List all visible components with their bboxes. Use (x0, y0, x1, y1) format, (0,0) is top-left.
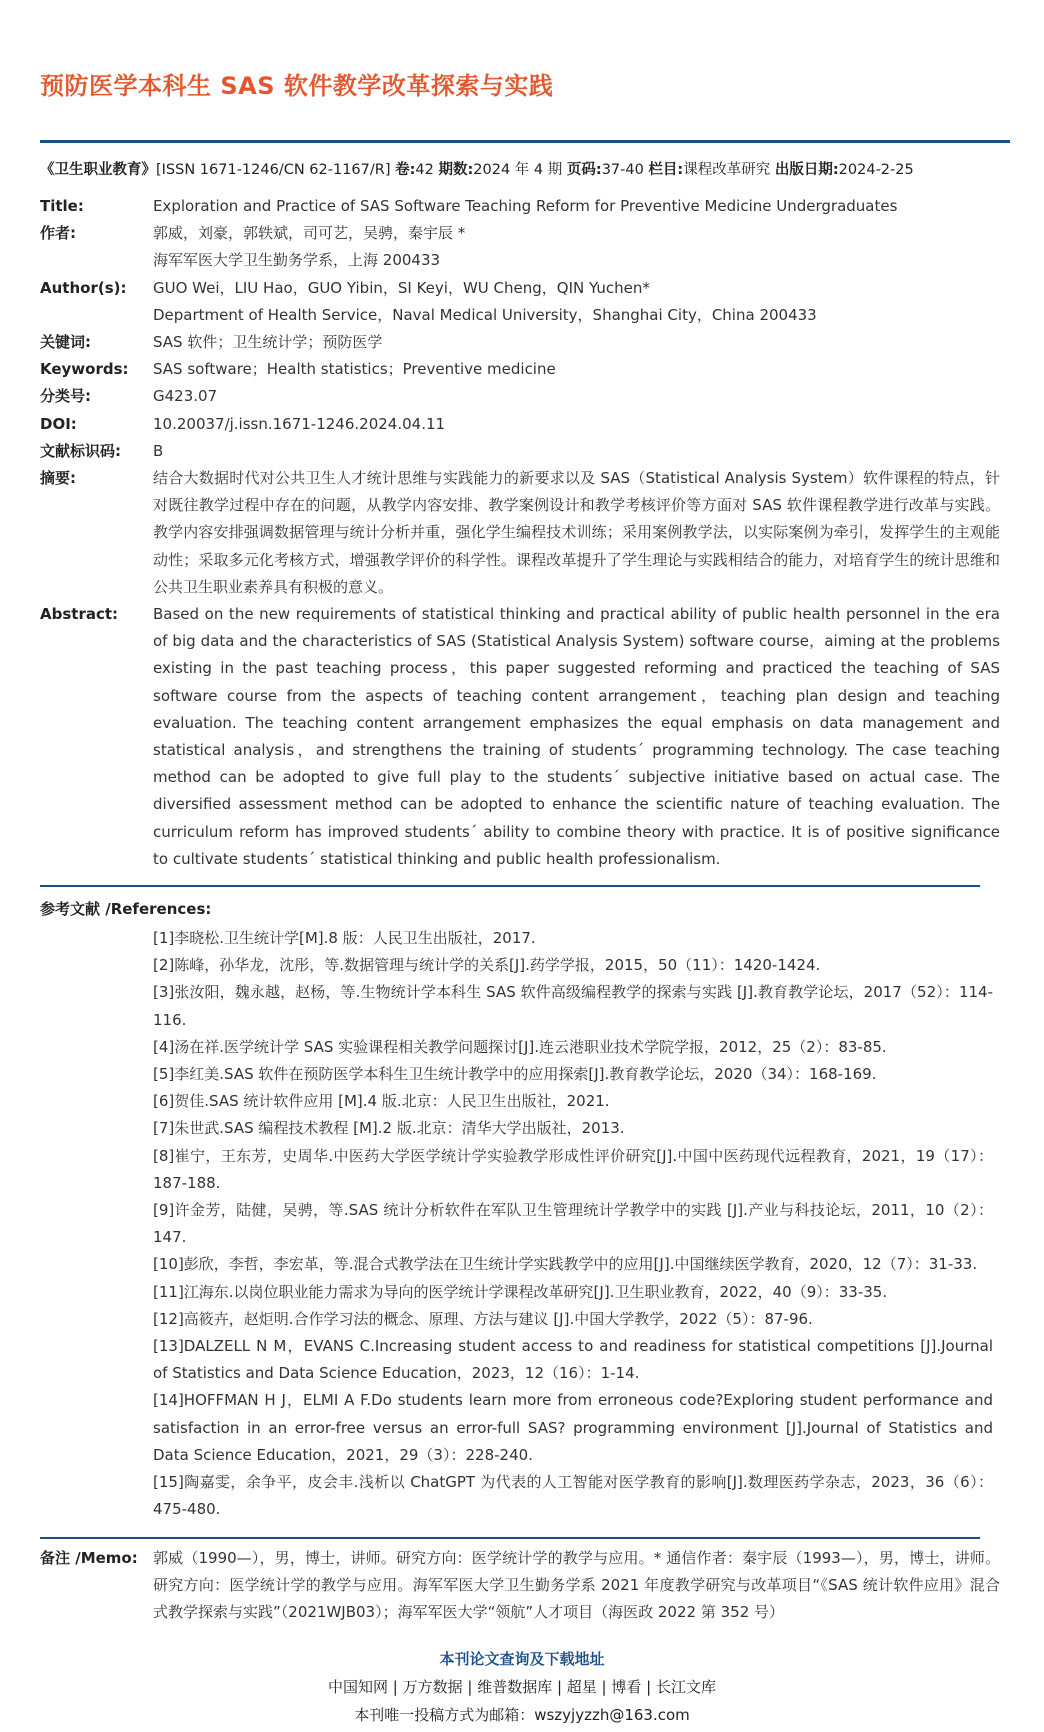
authors-cn-label: 作者: (40, 224, 76, 243)
memo-divider (40, 1537, 980, 1539)
meta-row-keywords-en (40, 356, 1000, 383)
issue: 2024 年 4 期 (473, 162, 563, 178)
meta-row-authors-cn (40, 220, 1000, 274)
footer-email: 本刊唯一投稿方式为邮箱：wszyjyzzh@163.com (354, 1706, 690, 1724)
abstract-cn: 结合大数据时代对公共卫生人才统计思维与实践能力的新要求以及 SAS（Statistical Analysis System）软件课程的特点，针对既往教学过程中存在的问题，从教学内容安排、教学案例设计和教学考核评价等方面对 SAS 软件课程教学进行改革与实践。教学内容安排强调数据管理与统计分析并重，强化学生编程技术训练；采用案例教学法，以实际案例为牵引，发挥学生的主观能动性；采取多元化考核方式，增强教学评价的科学性。课程改革提升了学生理论与实践相结合的能力，对培育学生的统计思维和公共卫生职业素养具有积极的意义。 (153, 469, 1000, 596)
meta-row-abstract-cn (40, 465, 1000, 601)
reference-item: [10]彭欣，李哲，李宏革，等.混合式教学法在卫生统计学实践教学中的应用[J].中国继续医学教育，2020，12（7）：31-33. (153, 1255, 978, 1274)
reference-item: [4]汤在祥.医学统计学 SAS 实验课程相关教学问题探讨[J].连云港职业技术学院学报，2012，25（2）：83-85. (153, 1037, 887, 1056)
references-divider (40, 885, 980, 887)
meta-row-title (40, 193, 1000, 220)
reference-list (153, 925, 993, 1523)
class-number: G423.07 (153, 387, 218, 406)
column: 课程改革研究 (683, 162, 771, 178)
references-heading: 参考文献 /References: (40, 900, 212, 918)
article-title: 预防医学本科生 SAS 软件教学改革探索与实践 (40, 72, 554, 100)
publication-info (40, 158, 914, 179)
meta-row-abstract-en (40, 601, 1000, 873)
authors-cn: 郭威，刘豪，郭轶斌，司可艺，吴骋，秦宇辰 * (153, 224, 466, 243)
authors-en-label: Author(s): (40, 278, 127, 297)
reference-item: [8]崔宁，王东芳，史周华.中医药大学医学统计学实验教学形成性评价研究[J].中国中医药现代远程教育，2021，19（17）：187-188. (153, 1146, 993, 1192)
keywords-cn-label: 关键词: (40, 333, 91, 352)
reference-item: [14]HOFFMAN H J，ELMI A F.Do students learn more from erroneous code?Exploring student performance and satisfaction in an error-free versus an error-full SAS? programming environment [J].Journal of Statistics and Data Science Education，2021，29（3）：228-240. (153, 1391, 993, 1464)
volume-label: 卷: (395, 162, 416, 178)
column-label: 栏目: (648, 162, 684, 178)
class-label: 分类号: (40, 387, 91, 406)
title-en: Exploration and Practice of SAS Software Teaching Reform for Preventive Medicine Undergraduates (153, 197, 898, 215)
footer-heading: 本刊论文查询及下载地址 (439, 1650, 605, 1668)
memo-block (40, 1545, 1000, 1627)
memo-text: 郭威（1990—），男，博士，讲师。研究方向：医学统计学的教学与应用。* 通信作者：秦宇辰（1993—），男，博士，讲师。研究方向：医学统计学的教学与应用。海军军医大学卫生勤务学系 2021 年度教学研究与改革项目“《SAS 统计软件应用》混合式教学探索与实践”（2021WJB03）；海军军医大学“领航”人才项目（海医政 2022 第 352 号） (153, 1549, 1000, 1622)
reference-item: [13]DALZELL N M，EVANS C.Increasing student access to and readiness for statistical competitions [J].Journal of Statistics and Data Science Education，2023，12（16）：1-14. (153, 1337, 993, 1383)
memo-label: 备注 /Memo: (40, 1549, 138, 1567)
pages: 37-40 (601, 162, 644, 178)
reference-item: [12]高筱卉，赵炬明.合作学习法的概念、原理、方法与建议 [J].中国大学教学，2022（5）：87-96. (153, 1309, 813, 1328)
meta-row-keywords-cn (40, 329, 1000, 356)
abstract-en-label: Abstract: (40, 605, 119, 624)
reference-item: [3]张汝阳，魏永越，赵杨，等.生物统计学本科生 SAS 软件高级编程教学的探索与实践 [J].教育教学论坛，2017（52）：114-116. (153, 983, 993, 1029)
reference-item: [9]许金芳，陆健，吴骋，等.SAS 统计分析软件在军队卫生管理统计学教学中的实践 [J].产业与科技论坛，2011，10（2）：147. (153, 1201, 993, 1247)
pages-label: 页码: (566, 162, 602, 178)
meta-row-doccode (40, 438, 1000, 465)
reference-item: [7]朱世武.SAS 编程技术教程 [M].2 版.北京：清华大学出版社，2013. (153, 1119, 625, 1138)
title-en-label: Title: (40, 197, 84, 215)
doi-label: DOI: (40, 414, 77, 433)
volume: 42 (415, 162, 434, 178)
journal-name: 《卫生职业教育》 (40, 162, 156, 178)
keywords-en-label: Keywords: (40, 360, 129, 379)
reference-item: [15]陶嘉雯，余争平，皮会丰.浅析以 ChatGPT 为代表的人工智能对医学教育的影响[J].数理医药学杂志，2023，36（6）：475-480. (153, 1473, 993, 1519)
affiliation-cn: 海军军医大学卫生勤务学系，上海 200433 (153, 251, 441, 270)
doccode-label: 文献标识码: (40, 441, 121, 460)
issue-label: 期数: (438, 162, 474, 178)
reference-item: [2]陈峰，孙华龙，沈彤，等.数据管理与统计学的关系[J].药学学报，2015，50（11）：1420-1424. (153, 956, 821, 975)
pub-date: 2024-2-25 (838, 162, 914, 178)
keywords-cn: SAS 软件；卫生统计学；预防医学 (153, 333, 383, 352)
abstract-en: Based on the new requirements of statistical thinking and practical ability of public health personnel in the era of big data and the characteristics of SAS (Statistical Analysis System) software course，aiming at the problems existing in the past teaching process，this paper suggested reforming and practiced the teaching of SAS software course from the aspects of teaching content arrangement，teaching plan design and teaching evaluation. The teaching content arrangement emphasizes the equal emphasis on data management and statistical analysis，and strengthens the training of students´ programming technology. The case teaching method can be adopted to give full play to the students´ subjective initiative based on actual case. The diversified assessment method can be adopted to enhance the scientific nature of teaching evaluation. The curriculum reform has improved students´ ability to combine theory with practice. It is of positive significance to cultivate students´ statistical thinking and public health professionalism. (153, 605, 1000, 868)
doccode: B (153, 441, 164, 460)
reference-item: [5]李红美.SAS 软件在预防医学本科生卫生统计教学中的应用探索[J].教育教学论坛，2020（34）：168-169. (153, 1065, 877, 1084)
issn: [ISSN 1671-1246/CN 62-1167/R] (156, 162, 391, 178)
doi[interactable]: 10.20037/j.issn.1671-1246.2024.04.11 (153, 414, 446, 433)
keywords-en: SAS software；Health statistics；Preventive medicine (153, 360, 556, 379)
affiliation-en: Department of Health Service，Naval Medical University，Shanghai City，China 200433 (153, 305, 817, 324)
reference-item: [1]李晓松.卫生统计学[M].8 版：人民卫生出版社，2017. (153, 929, 536, 947)
metadata-block (40, 193, 1000, 873)
top-divider (40, 140, 1010, 143)
date-label: 出版日期: (774, 162, 839, 178)
meta-row-class (40, 383, 1000, 410)
meta-row-doi (40, 411, 1000, 438)
abstract-cn-label: 摘要: (40, 469, 76, 488)
footer-sites: 中国知网 | 万方数据 | 维普数据库 | 超星 | 博看 | 长江文库 (328, 1678, 716, 1696)
authors-en: GUO Wei，LIU Hao，GUO Yibin，SI Keyi，WU Cheng，QIN Yuchen* (153, 278, 650, 297)
reference-item: [11]江海东.以岗位职业能力需求为导向的医学统计学课程改革研究[J].卫生职业教育，2022，40（9）：33-35. (153, 1282, 888, 1301)
meta-row-authors-en (40, 275, 1000, 329)
reference-item: [6]贺佳.SAS 统计软件应用 [M].4 版.北京：人民卫生出版社，2021. (153, 1092, 610, 1111)
